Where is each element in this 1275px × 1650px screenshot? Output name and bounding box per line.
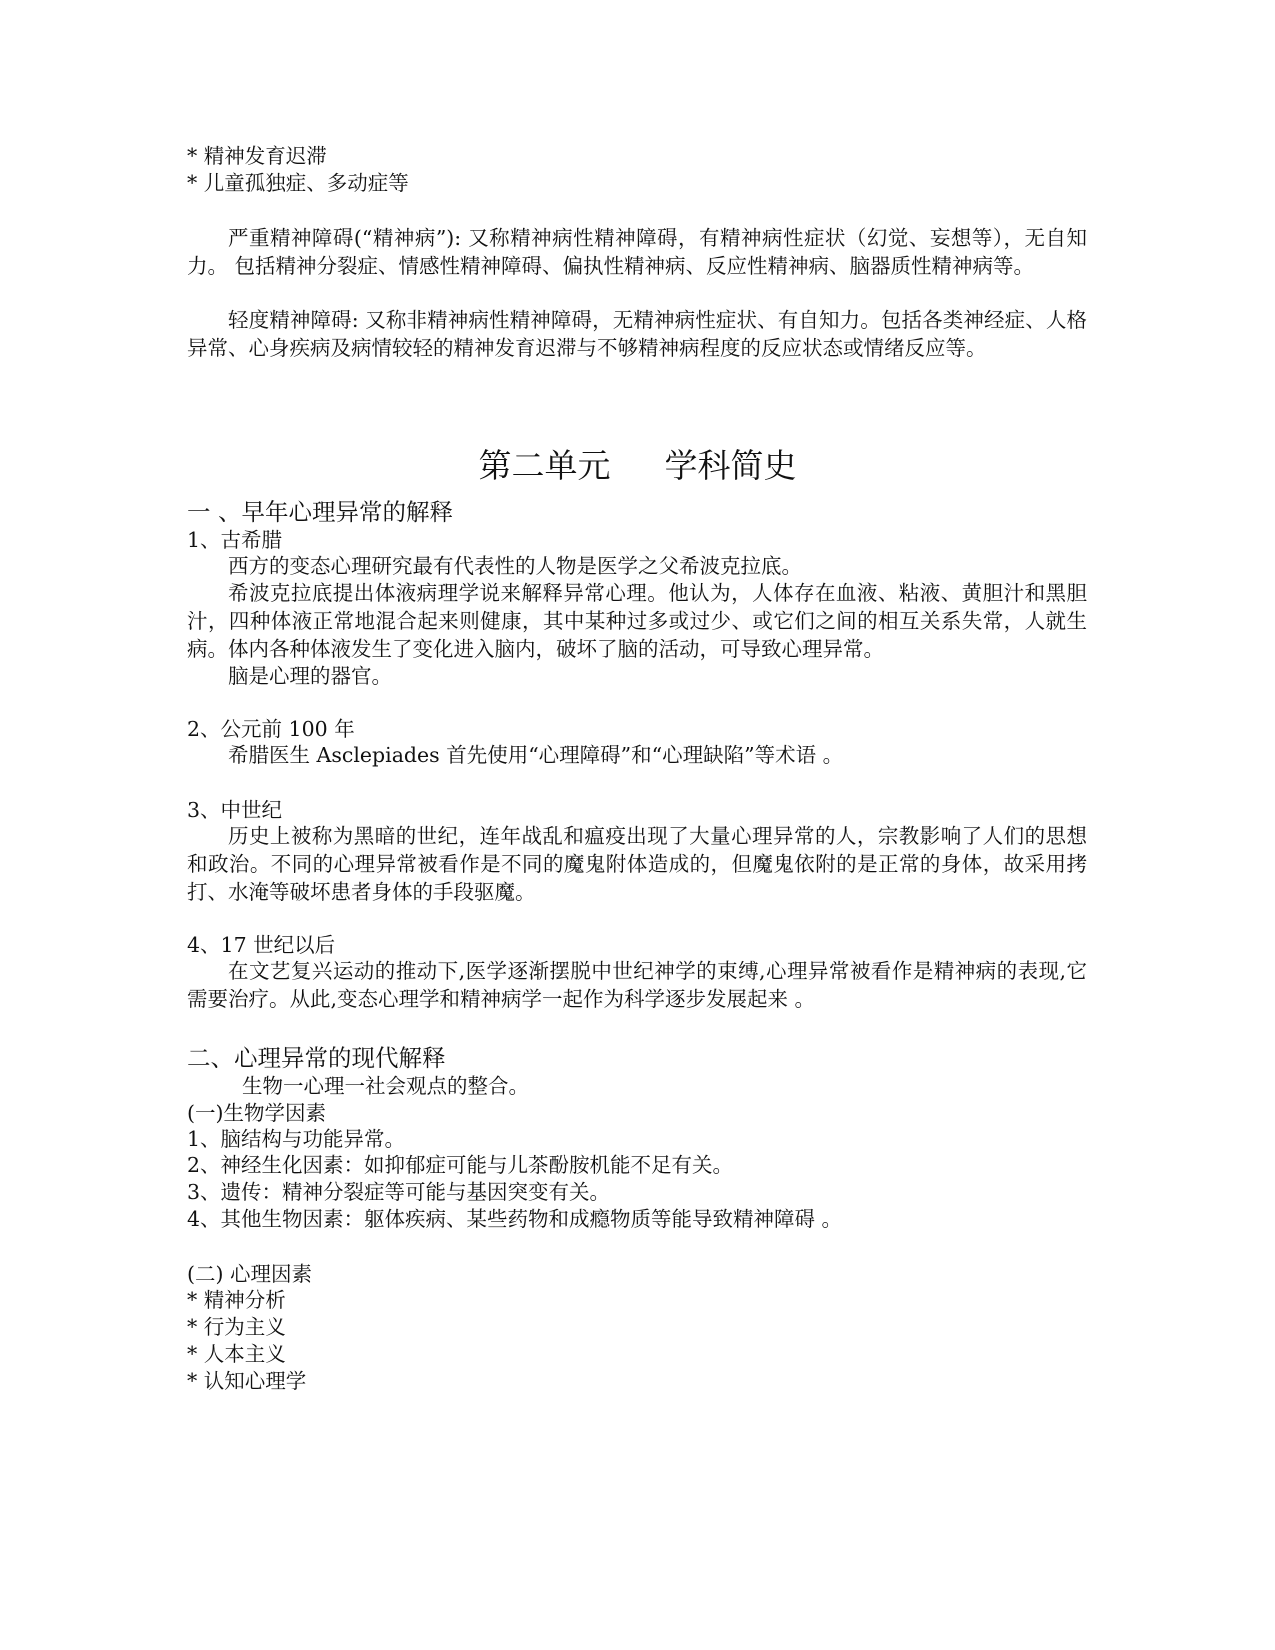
paragraph-brain-organ: 脑是心理的器官。 xyxy=(228,664,392,688)
subtitle-biopsychosocial: 生物一心理一社会观点的整合。 xyxy=(242,1074,529,1098)
section-heading-early-explanations: 一 、早年心理异常的解释 xyxy=(187,498,453,526)
list-item-brain-structure: 1、脑结构与功能异常。 xyxy=(187,1127,406,1151)
paragraph-asclepiades: 希腊医生 Asclepiades 首先使用“心理障碍”和“心理缺陷”等术语 。 xyxy=(228,743,844,767)
subheading-psychological-factors: (二) 心理因素 xyxy=(187,1262,313,1286)
paragraph-humoral-theory: 希波克拉底提出体液病理学说来解释异常心理。他认为，人体存在血液、粘液、黄胆汁和黑胆汁，四种体液正常地混合起来则健康，其中某种过多或过少、或它们之间的相互关系失常，人就生病。体内各种体液发生了变化进入脑内，破坏了脑的活动，可导致心理异常。 xyxy=(187,581,1087,661)
subheading-100bc: 2、公元前 100 年 xyxy=(187,717,355,741)
subheading-biological-factors: (一)生物学因素 xyxy=(187,1101,326,1125)
list-item-humanism: * 人本主义 xyxy=(187,1342,286,1366)
list-item-cognitive-psychology: * 认知心理学 xyxy=(187,1369,307,1393)
section-heading-modern-explanations: 二、心理异常的现代解释 xyxy=(187,1044,446,1072)
paragraph-severe-disorder: 严重精神障碍(“精神病”): 又称精神病性精神障碍，有精神病性症状（幻觉、妄想等），无自知力。 包括精神分裂症、情感性精神障碍、偏执性精神病、反应性精神病、脑器质性精神病等。 xyxy=(187,226,1087,278)
unit-title-name: 学科简史 xyxy=(664,446,797,485)
paragraph-mild-disorder: 轻度精神障碍: 又称非精神病性精神障碍，无精神病性症状、有自知力。包括各类神经症、人格异常、心身疾病及病情较轻的精神发育迟滞与不够精神病程度的反应状态或情绪反应等。 xyxy=(187,308,1087,360)
subheading-ancient-greece: 1、古希腊 xyxy=(187,528,283,552)
paragraph-hippocrates-intro: 西方的变态心理研究最有代表性的人物是医学之父希波克拉底。 xyxy=(228,554,802,578)
list-item-neurochemical: 2、神经生化因素：如抑郁症可能与儿茶酚胺机能不足有关。 xyxy=(187,1153,734,1177)
paragraph-dark-ages: 历史上被称为黑暗的世纪，连年战乱和瘟疫出现了大量心理异常的人，宗教影响了人们的思想和政治。不同的心理异常被看作是不同的魔鬼附体造成的，但魔鬼依附的是正常的身体，故采用拷打、水淹等破坏患者身体的手段驱魔。 xyxy=(187,824,1087,904)
subheading-middle-ages: 3、中世纪 xyxy=(187,798,283,822)
bullet-autism-adhd: * 儿童孤独症、多动症等 xyxy=(187,171,409,195)
list-item-other-biological: 4、其他生物因素：躯体疾病、某些药物和成瘾物质等能导致精神障碍 。 xyxy=(187,1207,843,1231)
subheading-17th-century: 4、17 世纪以后 xyxy=(187,933,336,957)
bullet-mental-retardation: * 精神发育迟滞 xyxy=(187,144,327,168)
unit-title-number: 第二单元 xyxy=(478,446,611,485)
unit-title xyxy=(0,445,1275,487)
paragraph-renaissance: 在文艺复兴运动的推动下,医学逐渐摆脱中世纪神学的束缚,心理异常被看作是精神病的表现,它需要治疗。从此,变态心理学和精神病学一起作为科学逐步发展起来 。 xyxy=(187,959,1087,1011)
list-item-psychoanalysis: * 精神分析 xyxy=(187,1288,286,1312)
list-item-genetics: 3、遗传：精神分裂症等可能与基因突变有关。 xyxy=(187,1180,611,1204)
list-item-behaviorism: * 行为主义 xyxy=(187,1315,286,1339)
